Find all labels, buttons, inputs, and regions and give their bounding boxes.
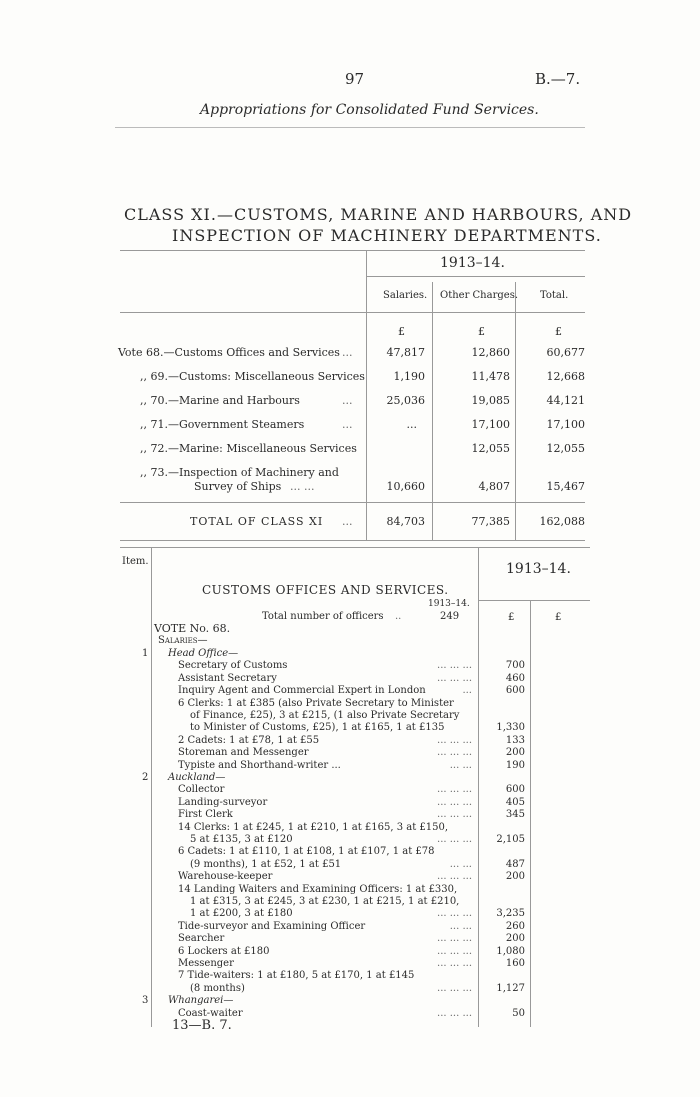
- amount: 190: [505, 759, 525, 771]
- line-text: First Clerk: [178, 809, 233, 821]
- amount: 1,330: [496, 722, 525, 734]
- amount: 700: [505, 660, 525, 672]
- class-title-line2: INSPECTION OF MACHINERY DEPARTMENTS.: [172, 226, 602, 245]
- dot-leader: ... ... ...: [437, 734, 472, 746]
- line-text: to Minister of Customs, £25), 1 at £165, 1 at £135: [190, 722, 445, 734]
- summary-year: 1913–14.: [440, 255, 505, 271]
- line-text: Head Office—: [168, 648, 239, 659]
- item-number: 3: [142, 995, 149, 1007]
- running-title: Appropriations for Consolidated Fund Services.: [200, 102, 539, 118]
- page-number: 97: [345, 70, 365, 88]
- dot-leader: ...: [462, 685, 472, 697]
- section-title: CUSTOMS OFFICES AND SERVICES.: [202, 583, 449, 597]
- amount: 600: [505, 685, 525, 697]
- officers-year: 1913–14.: [428, 599, 470, 609]
- officers-label: Total number of officers: [262, 611, 384, 622]
- line-text: of Finance, £25), 3 at £215, (1 also Private Secretary: [190, 710, 460, 721]
- item-number: 2: [142, 772, 149, 783]
- dot-leader: ... ...: [449, 759, 472, 771]
- dot-leader: ... ... ...: [437, 1007, 472, 1019]
- line-text: Landing-surveyor: [178, 796, 268, 808]
- dot-leader: ... ... ...: [437, 747, 472, 759]
- amount: 487: [505, 858, 525, 870]
- line-text: 5 at £135, 3 at £120: [190, 834, 293, 845]
- amount: 1,080: [496, 945, 525, 957]
- dot-leader: ... ... ...: [437, 871, 472, 883]
- line-text: Secretary of Customs: [178, 660, 288, 672]
- dot-leader: ... ... ...: [437, 660, 472, 672]
- amount: 405: [505, 796, 525, 808]
- amount: 200: [505, 933, 525, 945]
- item-number: 1: [142, 648, 149, 659]
- amount: 1,127: [496, 982, 525, 994]
- dot-leader: ... ... ...: [437, 933, 472, 945]
- dot-leader: ... ... ...: [437, 809, 472, 821]
- line-text: 6 Clerks: 1 at £385 (also Private Secretary to Minister: [178, 697, 454, 709]
- salaries-heading: Salaries—: [158, 635, 208, 646]
- line-text: 6 Lockers at £180: [178, 945, 270, 957]
- amount: 460: [505, 672, 525, 684]
- dot-leader: ... ... ...: [437, 945, 472, 957]
- currency-col2: £: [555, 612, 562, 623]
- amount: 600: [505, 784, 525, 796]
- line-text: Warehouse-keeper: [178, 871, 273, 883]
- line-text: Whangarei—: [168, 995, 234, 1007]
- dot-leader: ... ... ...: [437, 982, 472, 994]
- line-text: Storeman and Messenger: [178, 747, 309, 759]
- line-text: Searcher: [178, 933, 225, 945]
- line-text: 7 Tide-waiters: 1 at £180, 5 at £170, 1 at £145: [178, 970, 415, 982]
- amount: 200: [505, 747, 525, 759]
- signature-mark: 13—B. 7.: [172, 1018, 232, 1033]
- dot-leader: ... ... ...: [437, 834, 472, 845]
- col-salaries: Salaries.: [383, 290, 428, 301]
- line-text: Typiste and Shorthand-writer ...: [178, 759, 341, 771]
- line-text: Tide-surveyor and Examining Officer: [178, 920, 366, 932]
- amount: 133: [505, 734, 525, 746]
- detail-year: 1913–14.: [506, 561, 571, 577]
- line-text: (9 months), 1 at £52, 1 at £51: [190, 858, 342, 870]
- amount: 160: [505, 958, 525, 969]
- currency-salaries: £: [398, 325, 405, 338]
- currency-total: £: [555, 325, 562, 338]
- amount: 200: [505, 871, 525, 883]
- col-total: Total.: [540, 290, 569, 301]
- amount: 2,105: [496, 834, 525, 845]
- line-text: 14 Clerks: 1 at £245, 1 at £210, 1 at £165, 3 at £150,: [178, 821, 449, 833]
- col-other-charges: Other Charges.: [440, 290, 518, 301]
- amount: 3,235: [496, 908, 525, 920]
- line-text: Coast-waiter: [178, 1007, 243, 1019]
- officers-count: 249: [440, 611, 460, 622]
- amount: 345: [505, 809, 525, 821]
- line-text: Auckland—: [168, 772, 226, 783]
- dot-leader: ... ... ...: [437, 908, 472, 920]
- dot-leader: ... ... ...: [437, 784, 472, 796]
- item-header: Item.: [122, 556, 149, 567]
- dot-leader: ... ...: [449, 858, 472, 870]
- class-title-line1: CLASS XI.—CUSTOMS, MARINE AND HARBOURS, AND: [124, 205, 633, 224]
- dot-leader: ... ...: [449, 920, 472, 932]
- amount: 260: [505, 920, 525, 932]
- dot-leader: ... ... ...: [437, 796, 472, 808]
- line-text: Assistant Secretary: [178, 672, 277, 684]
- currency-col1: £: [508, 612, 515, 623]
- line-text: Messenger: [178, 958, 234, 969]
- header-rule: [115, 127, 585, 128]
- line-text: 1 at £200, 3 at £180: [190, 908, 293, 920]
- line-text: Inquiry Agent and Commercial Expert in London: [178, 685, 426, 697]
- line-text: 14 Landing Waiters and Examining Officers: 1 at £330,: [178, 883, 458, 895]
- line-text: 6 Cadets: 1 at £110, 1 at £108, 1 at £107, 1 at £78: [178, 846, 435, 858]
- line-text: Collector: [178, 784, 225, 796]
- dot-leader: ... ... ...: [437, 958, 472, 969]
- line-text: 1 at £315, 3 at £245, 3 at £230, 1 at £215, 1 at £210,: [190, 896, 460, 907]
- document-reference: B.—7.: [535, 70, 581, 88]
- line-text: (8 months): [190, 982, 245, 994]
- dot-leader: ... ... ...: [437, 672, 472, 684]
- vote-number: VOTE No. 68.: [154, 622, 231, 635]
- line-text: 2 Cadets: 1 at £78, 1 at £55: [178, 734, 320, 746]
- currency-other: £: [478, 325, 485, 338]
- amount: 50: [512, 1007, 525, 1019]
